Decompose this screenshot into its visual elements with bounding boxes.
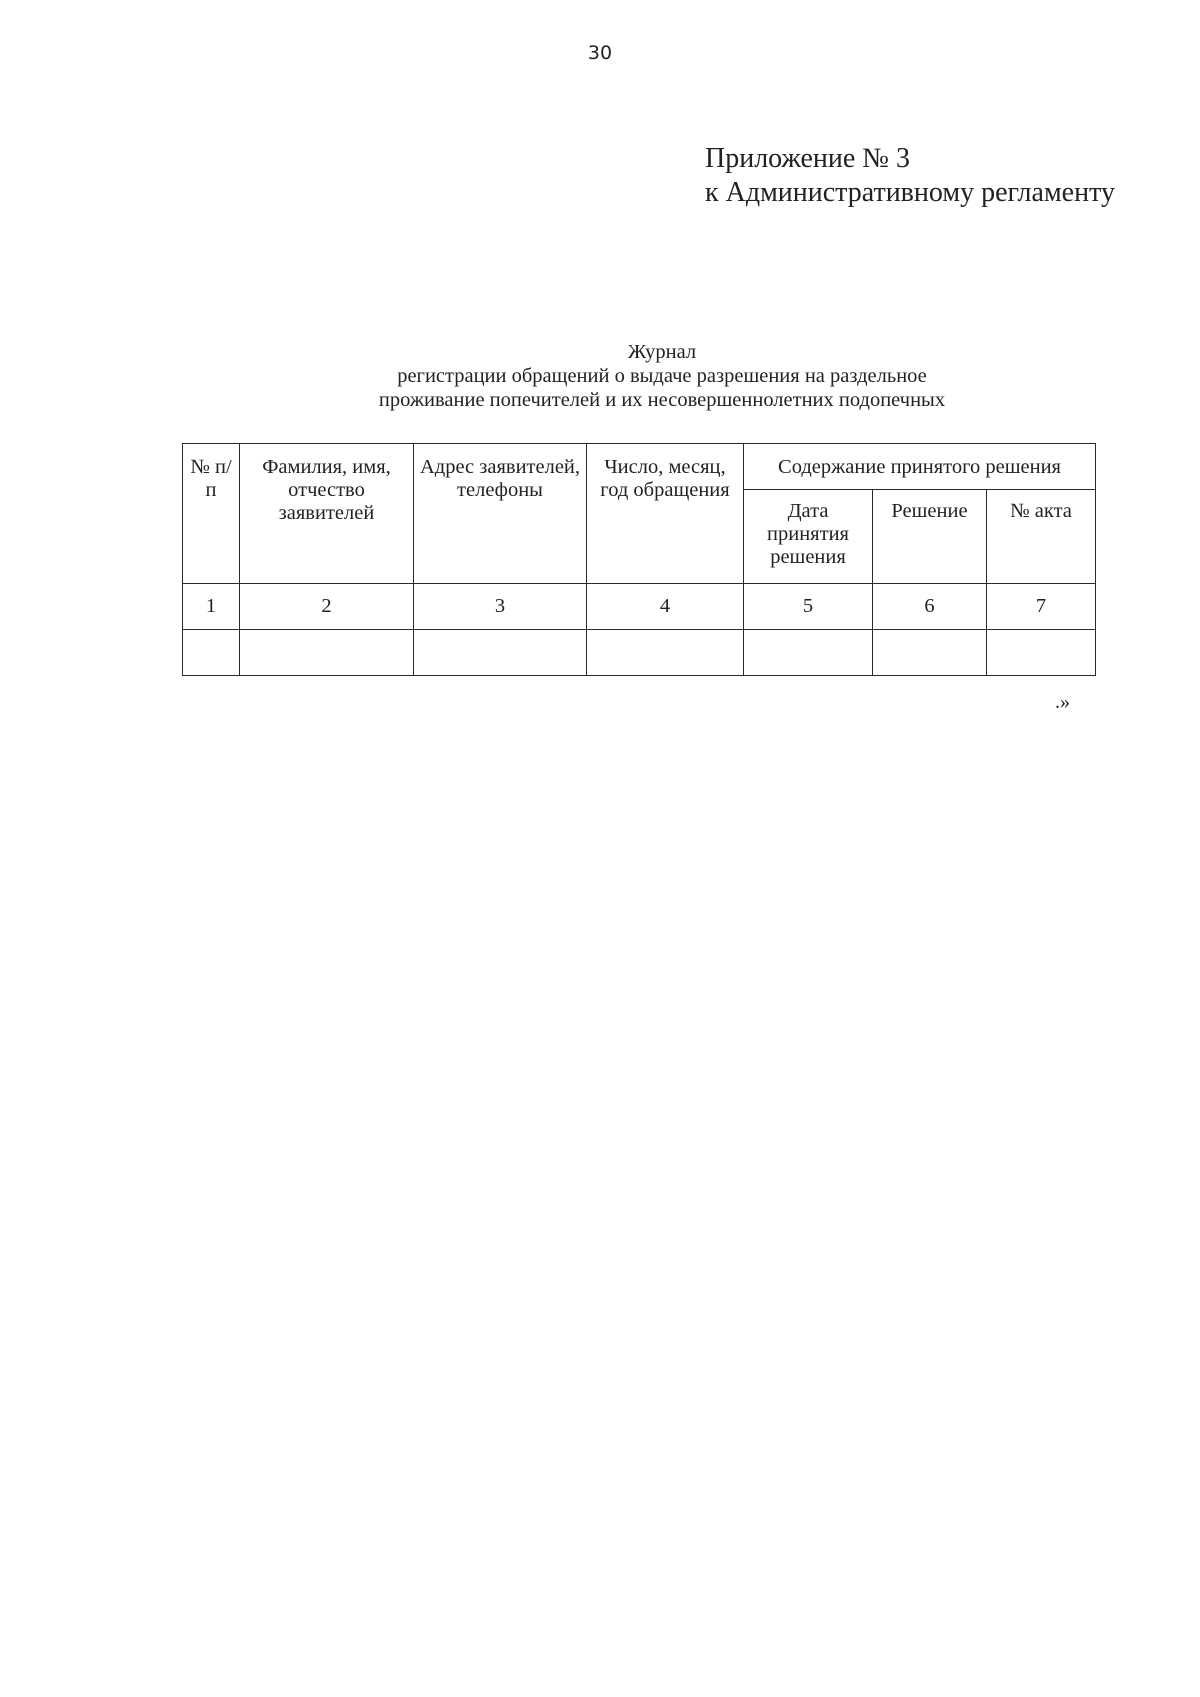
journal-subtitle-line-2: проживание попечителей и их несовершеннолетних подопечных [378,389,946,411]
header-request-date: Число, месяц, год обращения [587,444,744,584]
journal-subtitle-line-1: регистрации обращений о выдаче разрешения на раздельное [397,365,927,387]
column-number: 2 [240,584,414,630]
journal-title-block [0,340,1200,412]
column-number: 4 [587,584,744,630]
header-address: Адрес заявителей, телефоны [414,444,587,584]
column-number: 3 [414,584,587,630]
page-number: 30 [587,42,613,64]
column-number: 6 [873,584,987,630]
table-cell [240,630,414,676]
table-cell [744,630,873,676]
closing-quote-mark: .» [1055,691,1070,713]
table-cell [183,630,240,676]
journal-title: Журнал [627,341,697,363]
table-cell [873,630,987,676]
header-name: Фамилия, имя, отчество заявителей [240,444,414,584]
table-cell [987,630,1096,676]
header-decision: Решение [873,490,987,584]
table-cell [414,630,587,676]
header-decision-date: Дата принятия решения [744,490,873,584]
appendix-heading [705,142,1115,210]
appendix-line-2: к Административному регламенту [705,177,1115,208]
header-row-1 [183,444,1096,490]
header-decision-group: Содержание принятого решения [744,444,1096,490]
column-number: 1 [183,584,240,630]
table-cell [587,630,744,676]
table-row [183,630,1096,676]
registration-journal-table [182,443,1096,676]
header-num: № п/п [183,444,240,584]
header-act-number: № акта [987,490,1096,584]
column-number-row [183,584,1096,630]
appendix-line-1: Приложение № 3 [705,143,910,174]
column-number: 7 [987,584,1096,630]
column-number: 5 [744,584,873,630]
